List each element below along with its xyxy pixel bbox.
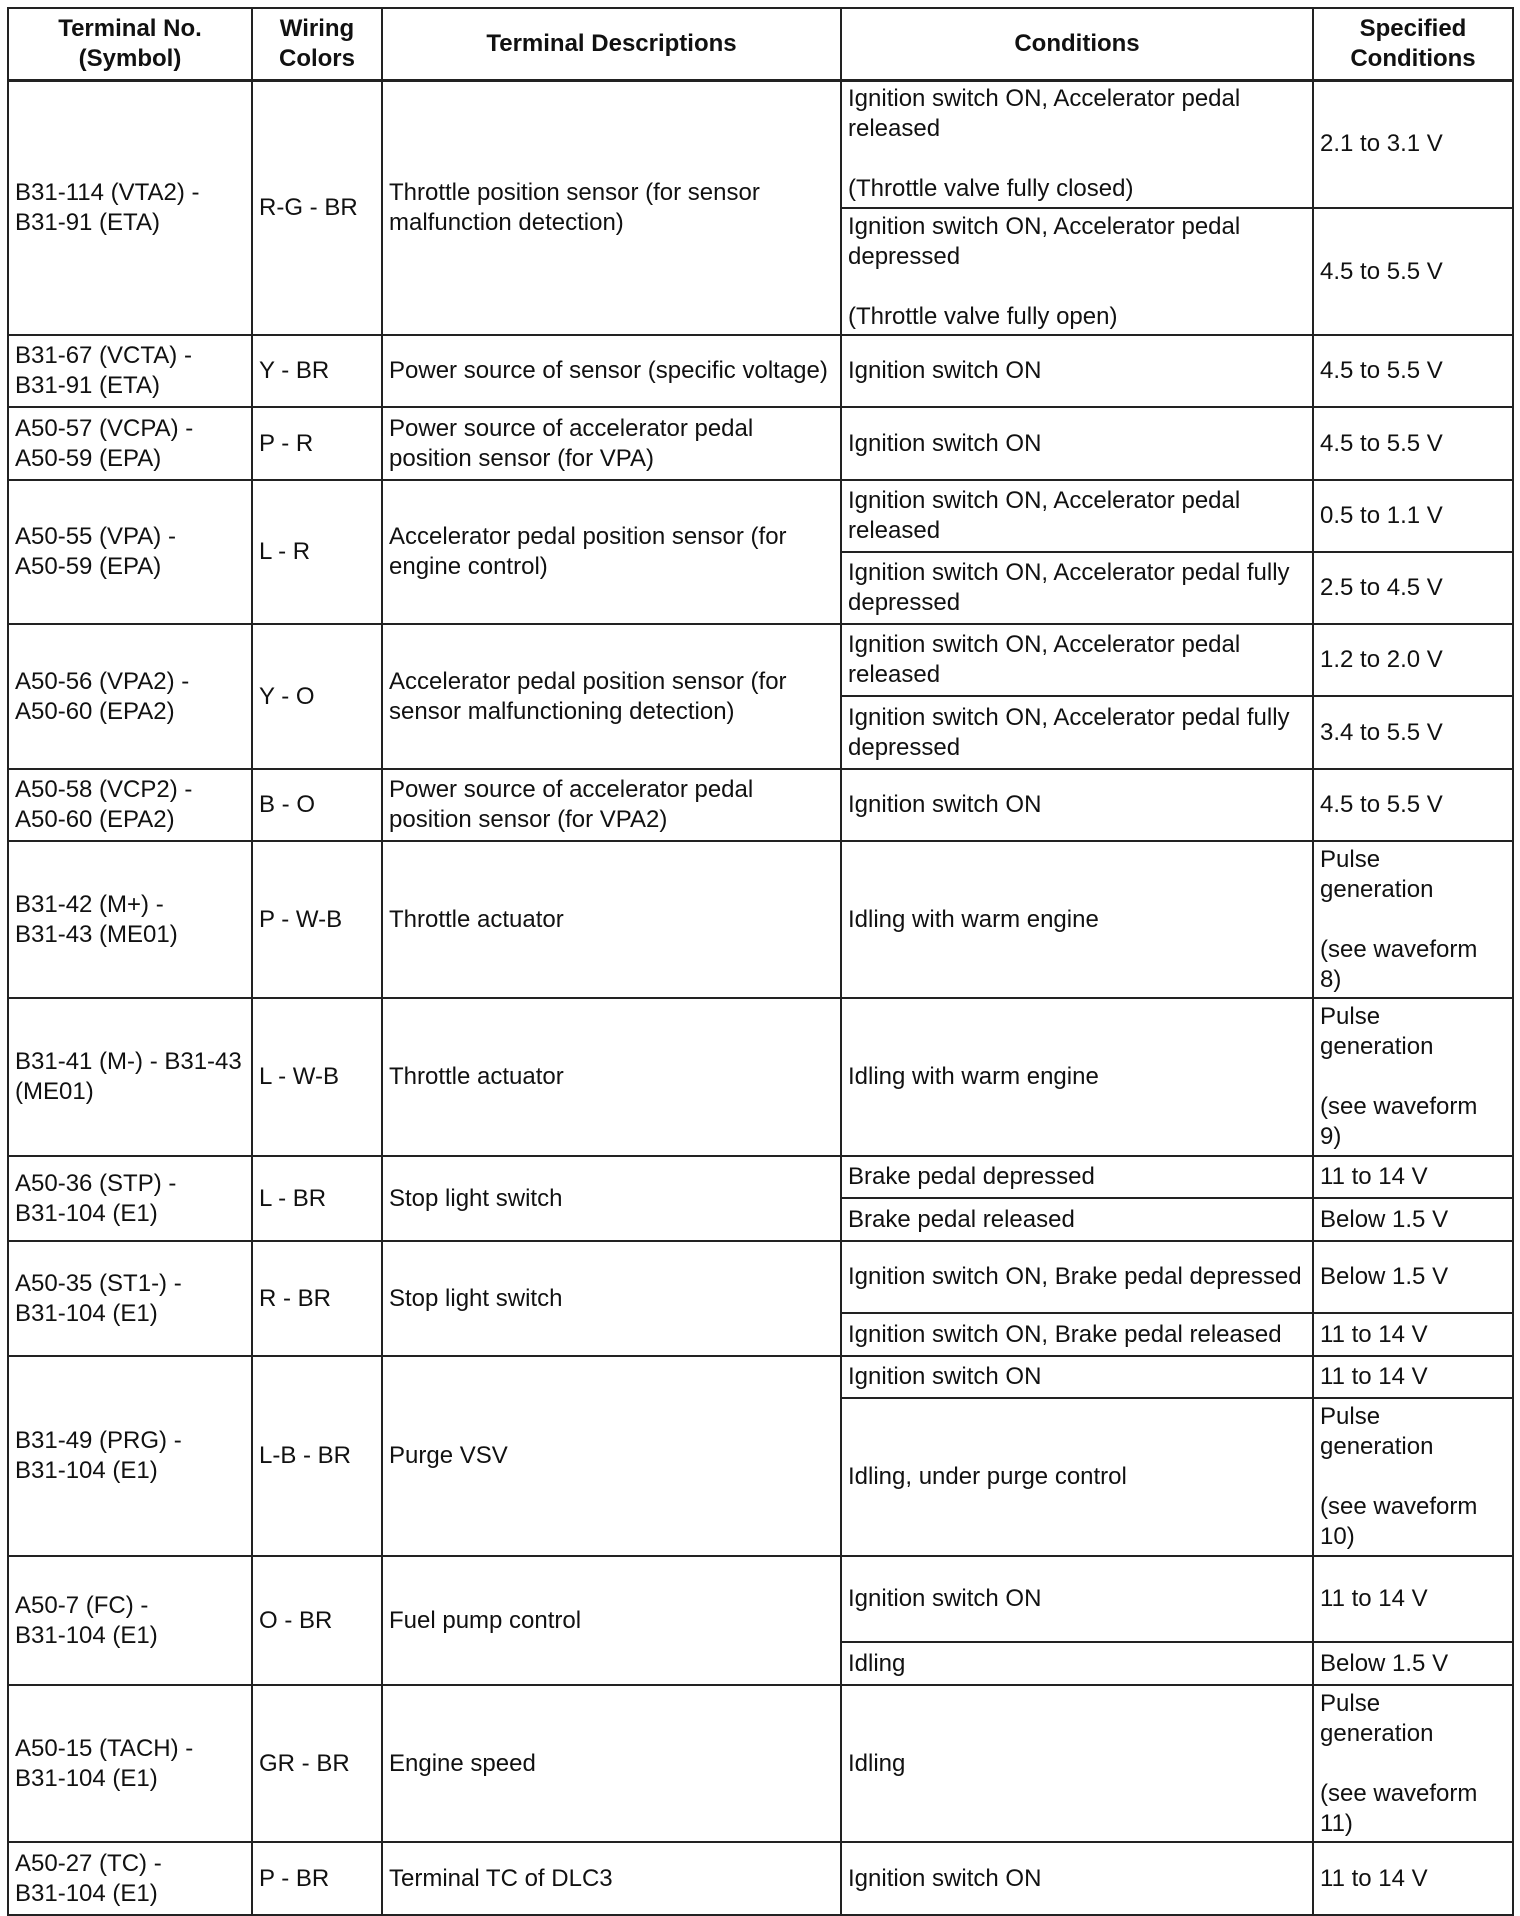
header-wiring: Wiring Colors <box>252 8 382 80</box>
condition-cell: Ignition switch ON, Brake pedal released <box>841 1313 1313 1356</box>
condition-cell: Idling, under purge control <box>841 1398 1313 1556</box>
condition-cell: Idling <box>841 1685 1313 1842</box>
spec-cell: 11 to 14 V <box>1313 1556 1513 1642</box>
description-cell: Throttle actuator <box>382 841 841 998</box>
terminal-cell: B31-41 (M-) - B31-43 (ME01) <box>8 998 252 1156</box>
wiring-cell: P - W-B <box>252 841 382 998</box>
spec-cell: 4.5 to 5.5 V <box>1313 208 1513 335</box>
description-cell: Power source of sensor (specific voltage) <box>382 335 841 407</box>
description-cell: Fuel pump control <box>382 1556 841 1685</box>
terminal-cell: A50-57 (VCPA) - A50-59 (EPA) <box>8 407 252 480</box>
description-cell: Accelerator pedal position sensor (for sensor malfunctioning detection) <box>382 624 841 769</box>
description-cell: Purge VSV <box>382 1356 841 1556</box>
wiring-cell: Y - BR <box>252 335 382 407</box>
condition-cell: Ignition switch ON, Accelerator pedal depressed (Throttle valve fully open) <box>841 208 1313 335</box>
description-cell: Throttle actuator <box>382 998 841 1156</box>
header-specified: Specified Conditions <box>1313 8 1513 80</box>
spec-cell: 4.5 to 5.5 V <box>1313 335 1513 407</box>
terminal-cell: A50-35 (ST1-) - B31-104 (E1) <box>8 1241 252 1356</box>
terminal-cell: A50-36 (STP) - B31-104 (E1) <box>8 1156 252 1241</box>
terminal-cell: B31-42 (M+) - B31-43 (ME01) <box>8 841 252 998</box>
condition-cell: Idling with warm engine <box>841 841 1313 998</box>
terminal-cell: A50-7 (FC) - B31-104 (E1) <box>8 1556 252 1685</box>
terminal-cell: B31-114 (VTA2) - B31-91 (ETA) <box>8 80 252 335</box>
description-cell: Stop light switch <box>382 1156 841 1241</box>
spec-cell: 2.1 to 3.1 V <box>1313 80 1513 208</box>
wiring-cell: B - O <box>252 769 382 841</box>
table-row <box>8 1241 1513 1313</box>
spec-cell: Below 1.5 V <box>1313 1642 1513 1685</box>
spec-cell: 11 to 14 V <box>1313 1356 1513 1398</box>
terminal-cell: A50-58 (VCP2) - A50-60 (EPA2) <box>8 769 252 841</box>
spec-cell: Pulse generation (see waveform 8) <box>1313 841 1513 998</box>
spec-cell: 4.5 to 5.5 V <box>1313 769 1513 841</box>
wiring-cell: P - BR <box>252 1842 382 1915</box>
description-cell: Terminal TC of DLC3 <box>382 1842 841 1915</box>
condition-cell: Ignition switch ON, Accelerator pedal released <box>841 624 1313 696</box>
spec-cell: 3.4 to 5.5 V <box>1313 696 1513 769</box>
table-row <box>8 1356 1513 1398</box>
spec-cell: Pulse generation (see waveform 10) <box>1313 1398 1513 1556</box>
description-cell: Accelerator pedal position sensor (for engine control) <box>382 480 841 624</box>
terminal-cell: B31-49 (PRG) - B31-104 (E1) <box>8 1356 252 1556</box>
spec-cell: Below 1.5 V <box>1313 1198 1513 1241</box>
header-description: Terminal Descriptions <box>382 8 841 80</box>
table-row <box>8 998 1513 1156</box>
condition-cell: Ignition switch ON <box>841 407 1313 480</box>
wiring-cell: R-G - BR <box>252 80 382 335</box>
wiring-cell: GR - BR <box>252 1685 382 1842</box>
condition-cell: Brake pedal depressed <box>841 1156 1313 1198</box>
spec-cell: 4.5 to 5.5 V <box>1313 407 1513 480</box>
table-row <box>8 624 1513 696</box>
terminal-cell: A50-56 (VPA2) - A50-60 (EPA2) <box>8 624 252 769</box>
spec-cell: 2.5 to 4.5 V <box>1313 552 1513 624</box>
condition-cell: Ignition switch ON <box>841 335 1313 407</box>
table-row <box>8 80 1513 208</box>
table-row <box>8 1842 1513 1915</box>
condition-cell: Ignition switch ON <box>841 1556 1313 1642</box>
description-cell: Power source of accelerator pedal position sensor (for VPA2) <box>382 769 841 841</box>
condition-cell: Ignition switch ON <box>841 1842 1313 1915</box>
table-row <box>8 1685 1513 1842</box>
wiring-cell: Y - O <box>252 624 382 769</box>
terminal-cell: A50-15 (TACH) - B31-104 (E1) <box>8 1685 252 1842</box>
wiring-cell: L - R <box>252 480 382 624</box>
terminal-cell: A50-55 (VPA) - A50-59 (EPA) <box>8 480 252 624</box>
description-cell: Throttle position sensor (for sensor malfunction detection) <box>382 80 841 335</box>
condition-cell: Brake pedal released <box>841 1198 1313 1241</box>
table-row <box>8 1556 1513 1642</box>
table-row <box>8 335 1513 407</box>
spec-cell: 0.5 to 1.1 V <box>1313 480 1513 552</box>
condition-cell: Ignition switch ON, Accelerator pedal fully depressed <box>841 696 1313 769</box>
terminal-cell: B31-67 (VCTA) - B31-91 (ETA) <box>8 335 252 407</box>
table-row <box>8 841 1513 998</box>
wiring-cell: P - R <box>252 407 382 480</box>
terminal-cell: A50-27 (TC) - B31-104 (E1) <box>8 1842 252 1915</box>
table-row <box>8 1156 1513 1198</box>
table-row <box>8 407 1513 480</box>
wiring-cell: L - BR <box>252 1156 382 1241</box>
description-cell: Power source of accelerator pedal position sensor (for VPA) <box>382 407 841 480</box>
condition-cell: Ignition switch ON <box>841 1356 1313 1398</box>
wiring-cell: O - BR <box>252 1556 382 1685</box>
table-row <box>8 769 1513 841</box>
description-cell: Stop light switch <box>382 1241 841 1356</box>
spec-cell: Pulse generation (see waveform 11) <box>1313 1685 1513 1842</box>
header-terminal: Terminal No. (Symbol) <box>8 8 252 80</box>
condition-cell: Ignition switch ON, Brake pedal depressed <box>841 1241 1313 1313</box>
condition-cell: Ignition switch ON, Accelerator pedal released (Throttle valve fully closed) <box>841 80 1313 208</box>
spec-cell: 1.2 to 2.0 V <box>1313 624 1513 696</box>
condition-cell: Ignition switch ON <box>841 769 1313 841</box>
header-row <box>8 8 1513 80</box>
description-cell: Engine speed <box>382 1685 841 1842</box>
terminal-table <box>7 7 1514 1916</box>
table-body <box>8 80 1513 1915</box>
spec-cell: Below 1.5 V <box>1313 1241 1513 1313</box>
table-row <box>8 480 1513 552</box>
spec-cell: Pulse generation (see waveform 9) <box>1313 998 1513 1156</box>
spec-cell: 11 to 14 V <box>1313 1313 1513 1356</box>
condition-cell: Ignition switch ON, Accelerator pedal released <box>841 480 1313 552</box>
wiring-cell: R - BR <box>252 1241 382 1356</box>
spec-cell: 11 to 14 V <box>1313 1842 1513 1915</box>
condition-cell: Idling <box>841 1642 1313 1685</box>
spec-cell: 11 to 14 V <box>1313 1156 1513 1198</box>
wiring-cell: L - W-B <box>252 998 382 1156</box>
condition-cell: Idling with warm engine <box>841 998 1313 1156</box>
wiring-cell: L-B - BR <box>252 1356 382 1556</box>
condition-cell: Ignition switch ON, Accelerator pedal fully depressed <box>841 552 1313 624</box>
header-conditions: Conditions <box>841 8 1313 80</box>
